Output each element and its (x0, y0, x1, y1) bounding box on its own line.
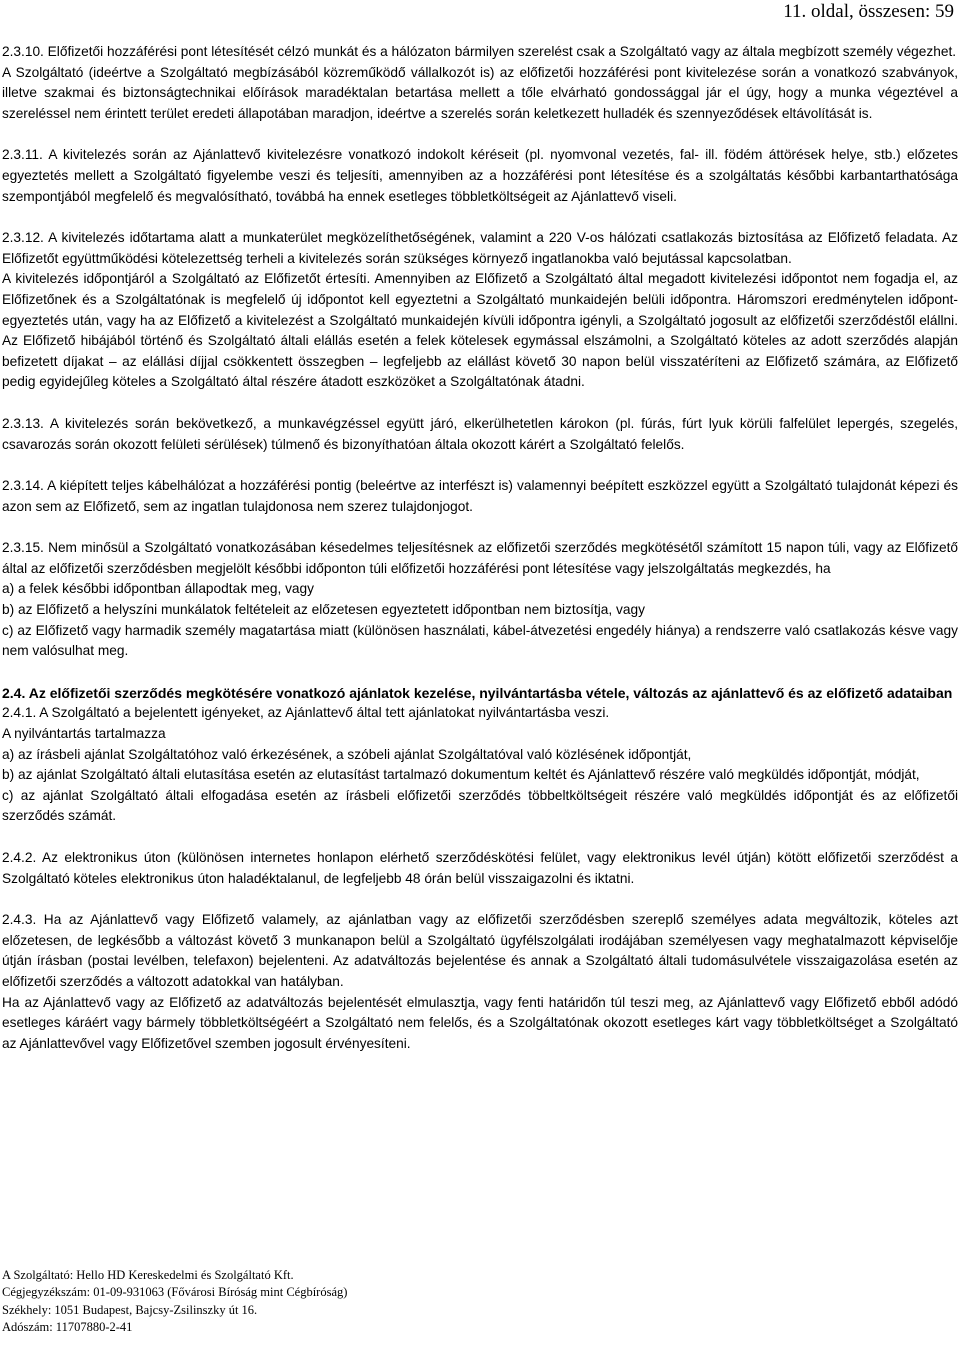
paragraph: 2.3.13. A kivitelezés során bekövetkező, a munkavégzéssel együtt járó, elkerülhetetlen károkon (pl. fúrás, fúrt lyuk körüli falfelület lepergés, szegelés, csavarozás során okozott felületi sérülések) túlmenő és bizonyíthatóan általa okozott kárért a Szolgáltató felelős. (2, 415, 958, 452)
footer-tax-number: Adószám: 11707880-2-41 (2, 1319, 133, 1334)
paragraph: 2.4.1. A Szolgáltató a bejelentett igényeket, az Ajánlattevő által tett ajánlatokat nyilvántartásba veszi. (2, 705, 610, 721)
paragraph: 2.3.11. A kivitelezés során az Ajánlattevő kivitelezésre vonatkozó indokolt kéréseit (pl. nyomvonal vezetés, fal- ill. födém áttörések helye, stb.) előzetes egyeztetés mellett a Szolgáltató figyelembe veszi és teljesíti, amennyiben az a hozzáférési pont létesítése és a szolgáltatás későbbi karbantarthatósága szempontjából megfelelő és megvalósítható, továbbá ha ennek esetleges többletköltségeit az Ajánlattevő viseli. (2, 147, 958, 204)
list-item: a) a felek későbbi időpontban állapodtak meg, vagy (2, 581, 314, 597)
section-2-4-2 (2, 848, 958, 889)
footer-company-name: A Szolgáltató: Hello HD Kereskedelmi és Szolgáltató Kft. (2, 1268, 294, 1282)
section-2-3-15 (2, 538, 958, 662)
section-2-3-14 (2, 476, 958, 517)
paragraph: 2.4.3. Ha az Ajánlattevő vagy Előfizető valamely, az ajánlatban vagy az előfizetői szerződésben szereplő személyes adata megváltozik, köteles azt előzetesen, de legkésőbb a változást követő 3 munkanapon belül a Szolgáltató ügyfélszolgálati irodájában személyesen vagy meghatalmazott képviselője útján írásban (postai levélben, telefaxon) bejelenteni. Az adatváltozás bejelentése és annak a Szolgáltató általi tudomásulvétele visszaigazolása esetén az előfizetői szerződés a változott adatokkal van hatályban. (2, 912, 958, 989)
section-2-4-1 (2, 703, 958, 827)
section-2-3-10 (2, 42, 958, 124)
paragraph: Ha az Ajánlattevő vagy az Előfizető az adatváltozás bejelentését elmulasztja, vagy fenti határidőn túl teszi meg, az Ajánlattevő vagy Előfizető ebből adódó esetleges káráért vagy bármely többletköltségéért a Szolgáltató nem felelős, és a Szolgáltatónak okozott esetleges kárt vagy többletköltséget a Szolgáltató az Ajánlattevővel vagy Előfizetővel szemben jogosult érvényesíteni. (2, 994, 958, 1051)
list-item: c) az Előfizető vagy harmadik személy magatartása miatt (különösen használati, kábel-átvezetési engedély hiánya) a rendszerre való csatlakozás késve vagy nem valósulhat meg. (2, 622, 958, 659)
company-footer (2, 1267, 347, 1336)
paragraph: A nyilvántartás tartalmazza (2, 726, 166, 742)
section-2-3-13 (2, 414, 958, 455)
list-item: a) az írásbeli ajánlat Szolgáltatóhoz való érkezésének, a szóbeli ajánlat Szolgáltatóval való közlésének időpontját, (2, 746, 692, 762)
section-2-4-3 (2, 910, 958, 1054)
page-number-label: 11. oldal, összesen: 59 (783, 1, 954, 22)
document-body (2, 42, 958, 1075)
paragraph: A Szolgáltató (ideértve a Szolgáltató megbízásából közreműködő vállalkozót is) az előfizetői hozzáférési pont kivitelezése során a vonatkozó szabványok, illetve szakmai és biztonságtechnikai előírások maradéktalan betartása mellett a tőle elvárható gondossággal jár el úgy, hogy a munka végeztével a szereléssel nem érintett terület eredeti állapotában maradjon, ideértve a szerelés során keletkezett hulladék és szennyeződések eltávolítását is. (2, 64, 958, 121)
list-item: b) az Előfizető a helyszíni munkálatok feltételeit az előzetesen egyeztetett időpontban nem biztosítja, vagy (2, 602, 645, 618)
footer-address: Székhely: 1051 Budapest, Bajcsy-Zsilinszky út 16. (2, 1302, 258, 1317)
paragraph: A kivitelezés időpontjáról a Szolgáltató az Előfizetőt értesíti. Amennyiben az Előfizető a Szolgáltató által megadott kivitelezési időpontot nem fogadja el, az Előfizetőnek és a Szolgáltatónak is megfelelő új időpontot kell egyeztetni a Szolgáltató munkaidején belüli időpontra. Háromszori eredménytelen időpont-egyeztetés után, vagy ha az Előfizető a kivitelezést a Szolgáltató munkaidején kívüli időpontra igényli, a Szolgáltató jogosult az előfizetői szerződéstől elállni. Az Előfizető hibájából történő és Szolgáltató általi elállás esetén a felek kötelesek egymással elszámolni, a Szolgáltató köteles az adott szerződés alapján befizetett díjakat – az elállási díjjal csökkentett összegben – legfeljebb az elállást követő 30 napon belül visszatéríteni az Előfizető számára, az Előfizető pedig egyidejűleg köteles a Szolgáltató által részére átadott eszközöket a Szolgáltatónak átadni. (2, 271, 958, 390)
list-item: c) az ajánlat Szolgáltató általi elfogadása esetén az írásbeli előfizetői szerződés többeltköltségeit részére való megküldés időpontját és az előfizetői szerződés számát. (2, 787, 958, 824)
list-item: b) az ajánlat Szolgáltató általi elutasítása esetén az elutasítást tartalmazó dokumentum keltét és Ajánlattevő részére való megküldés időpontját, módját, (2, 767, 920, 783)
paragraph: 2.3.12. A kivitelezés időtartama alatt a munkaterület megközelíthetőségének, valamint a 220 V-os hálózati csatlakozás biztosítása az Előfizető feladata. Az Előfizetőt együttműködési kötelezettség terheli a kivitelezés során szükséges környező ingatlanokba való bejutással kapcsolatban. (2, 230, 958, 266)
paragraph: 2.3.15. Nem minősül a Szolgáltató vonatkozásában késedelmes teljesítésnek az előfizetői szerződés megkötésétől számított 15 napon túli, vagy az Előfizető által az előfizetői szerződésben megjelölt későbbi időponton túli előfizetői hozzáférési pont létesítése vagy jelszolgáltatás megkezdés, ha (2, 540, 958, 576)
paragraph: 2.4.2. Az elektronikus úton (különösen internetes honlapon elérhető szerződéskötési felület, vagy elektronikus levél útján) kötött előfizetői szerződést a Szolgáltató köteles elektronikus úton haladéktalanul, de legfeljebb 48 órán belül visszaigazolni és iktatni. (2, 850, 958, 886)
paragraph: 2.3.10. Előfizetői hozzáférési pont létesítését célzó munkát és a hálózaton bármilyen szerelést csak a Szolgáltató vagy az általa megbízott személy végezhet. (2, 44, 957, 59)
footer-registration-number: Cégjegyzékszám: 01-09-931063 (Fővárosi Bíróság mint Cégbíróság) (2, 1285, 348, 1300)
section-2-3-11 (2, 145, 958, 207)
section-heading-2-4: 2.4. Az előfizetői szerződés megkötésére vonatkozó ajánlatok kezelése, nyilvántartásba vétele, változás az ajánlattevő és az előfizető adataiban (2, 684, 953, 701)
paragraph: 2.3.14. A kiépített teljes kábelhálózat a hozzáférési pontig (beleértve az interfészt is) valamennyi beépített eszközzel együtt a Szolgáltató tulajdonát képezi és azon sem az Előfizető, sem az ingatlan tulajdonosa nem szerez tulajdonjogot. (2, 478, 958, 514)
section-2-3-12 (2, 228, 958, 393)
